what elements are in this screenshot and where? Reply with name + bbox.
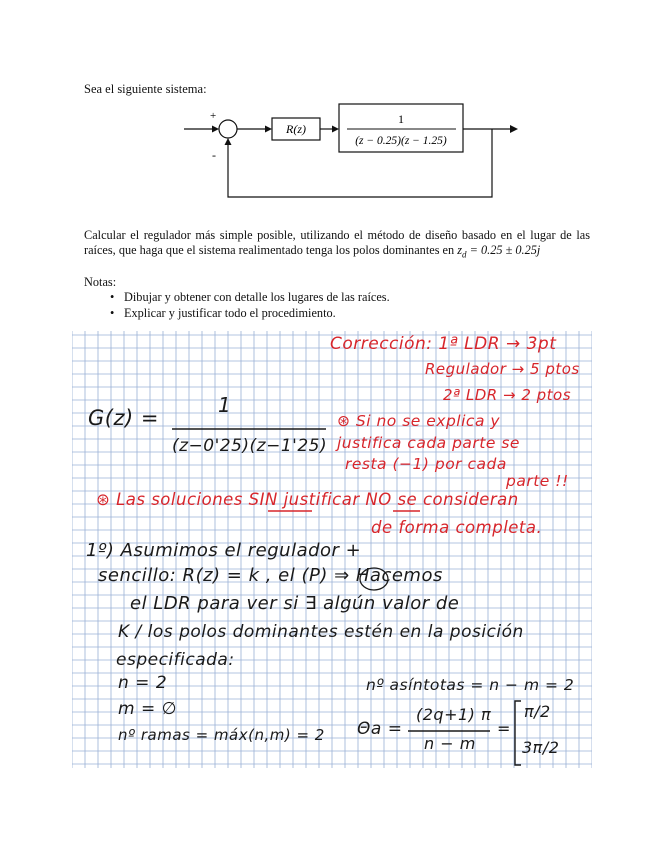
regulator-label: R(z) [286,122,306,136]
correction-line: 2ª LDR → 2 ptos [443,386,572,404]
transfer-numerator: 1 [218,393,232,417]
plus-sign: + [210,110,217,122]
theta-value: 3π/2 [522,738,560,757]
problem-statement: Calcular el regulador más simple posible, utilizando el método de diseño basado en el lugar de las raíces, que haga que el sistema realimentado tenga los polos dominantes en $z_d = 0.25 \pm 0.25j$ [84,228,590,260]
n-line: n = 2 [118,673,168,693]
asintotas-line: nº asíntotas = n − m = 2 [366,676,575,694]
step-line: sencillo: R(z) = k , el (P) ⇒ Hacemos [98,565,443,586]
transfer-lhs: G(z) = [88,406,159,430]
notes-title: Notas: [84,275,117,289]
theta-denominator: n − m [424,734,476,753]
plant-numerator: 1 [398,112,404,126]
m-line: m = ∅ [118,699,177,719]
penalty-line: ⊛ Si no se explica y [337,412,501,430]
problem-intro: Sea el siguiente sistema: [84,82,207,96]
correction-line: Regulador → 5 ptos [425,360,580,378]
step-line: especificada: [116,650,235,670]
theta-label: Θa = [357,719,403,739]
transfer-denominator: (z−0'25)(z−1'25) [172,436,328,456]
penalty-line: justifica cada parte se [337,434,520,452]
solutions-note: ⊛ Las soluciones SIN justificar NO se consideran [96,490,519,509]
penalty-line: resta (−1) por cada [345,455,507,473]
ramas-line: nº ramas = máx(n,m) = 2 [118,726,325,744]
note-item: • Dibujar y obtener con detalle los lugares de las raíces. [110,290,390,304]
theta-equals: = [497,719,511,738]
step-line: K / los polos dominantes estén en la posición [118,622,524,642]
plant-denominator: (z − 0.25)(z − 1.25) [355,135,447,147]
solutions-note: de forma completa. [371,518,543,537]
step-line: el LDR para ver si ∃ algún valor de [130,593,460,614]
step-line: 1º) Asumimos el regulador + [86,540,362,561]
theta-numerator: (2q+1) π [416,705,492,724]
penalty-line: parte !! [506,472,569,490]
minus-sign: - [212,148,216,162]
note-item: • Explicar y justificar todo el procedimiento. [110,305,336,320]
correction-line: Corrección: 1ª LDR → 3pt [330,334,557,354]
theta-value: π/2 [524,702,551,721]
